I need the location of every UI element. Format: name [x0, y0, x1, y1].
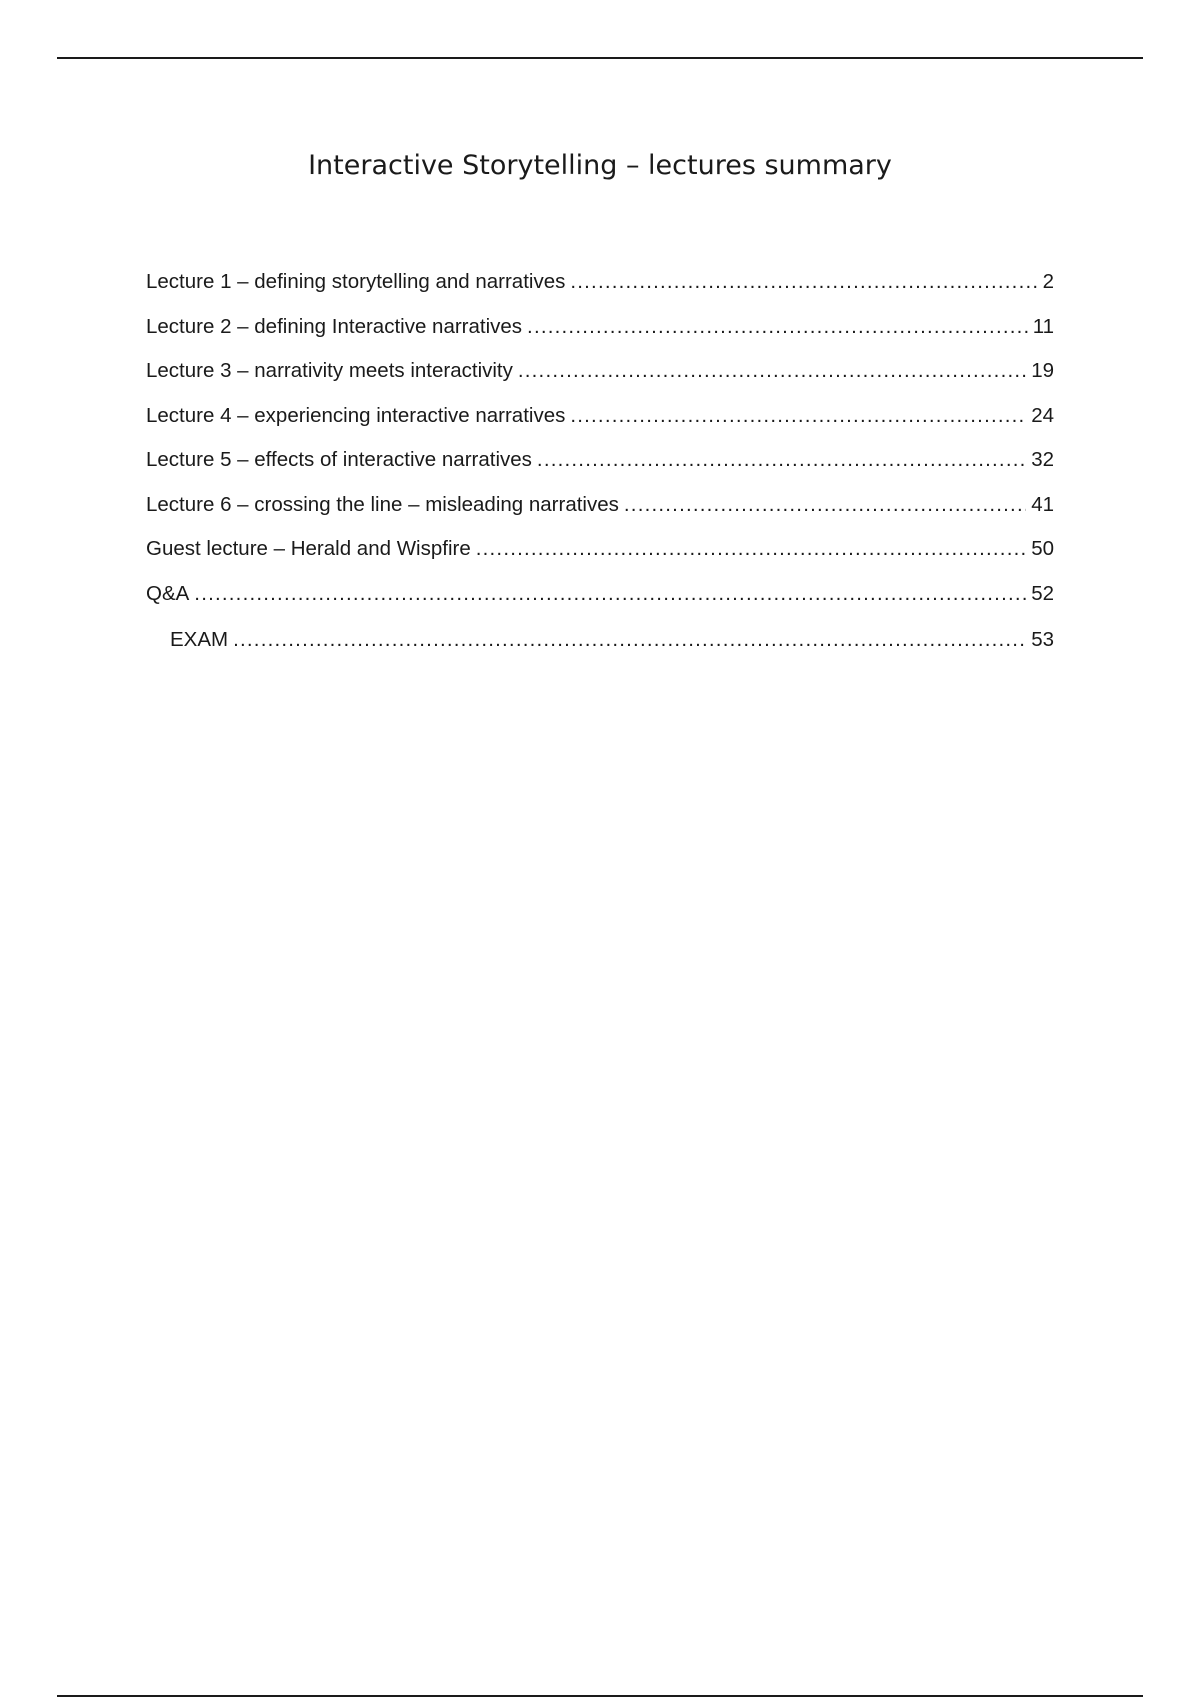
- toc-dot-leader: [233, 626, 1026, 654]
- toc-entry-guest-lecture[interactable]: [146, 535, 1054, 580]
- toc-dot-leader: [570, 268, 1037, 296]
- toc-dot-leader: [476, 535, 1026, 563]
- toc-entry-text: Lecture 6 – crossing the line – misleading narratives: [146, 492, 619, 516]
- toc-page-number: 19: [1031, 359, 1054, 382]
- toc-page-number: 11: [1032, 314, 1054, 338]
- toc-page-number: 52: [1031, 581, 1054, 605]
- toc-entry-text: Lecture 4 – experiencing interactive narratives: [146, 403, 566, 427]
- document-title: Interactive Storytelling – lectures summary: [308, 150, 892, 181]
- toc-entry-lecture-6[interactable]: [146, 491, 1054, 536]
- toc-entry-text: Q&A: [146, 581, 190, 605]
- toc-entry-text: Lecture 5 – effects of interactive narratives: [146, 448, 532, 471]
- toc-entry-text: EXAM: [170, 628, 229, 651]
- toc-entry-lecture-4[interactable]: [146, 402, 1054, 447]
- toc-entry-lecture-1[interactable]: [146, 268, 1054, 313]
- toc-page-number: 32: [1031, 448, 1054, 471]
- toc-entry-lecture-2[interactable]: [146, 313, 1054, 358]
- toc-page-number: 50: [1031, 537, 1054, 560]
- toc-page-number: 2: [1042, 270, 1054, 293]
- header-rule: [57, 57, 1143, 59]
- toc-page-number: 53: [1031, 628, 1054, 651]
- toc-entry-text: Lecture 3 – narrativity meets interactivity: [146, 359, 513, 382]
- table-of-contents: [146, 268, 1054, 671]
- toc-entry-text: Lecture 1 – defining storytelling and narratives: [146, 270, 566, 293]
- footer-rule: [57, 1695, 1143, 1697]
- toc-page-number: 24: [1031, 403, 1054, 427]
- toc-dot-leader: [194, 580, 1026, 608]
- toc-dot-leader: [537, 446, 1026, 474]
- toc-entry-text: Guest lecture – Herald and Wispfire: [146, 537, 471, 560]
- toc-dot-leader: [624, 491, 1026, 519]
- toc-entry-text: Lecture 2 – defining Interactive narratives: [146, 314, 523, 338]
- toc-entry-qa[interactable]: [146, 580, 1054, 625]
- toc-entry-lecture-3[interactable]: [146, 357, 1054, 402]
- toc-entry-exam[interactable]: [146, 626, 1054, 671]
- toc-dot-leader: [527, 313, 1028, 341]
- toc-dot-leader: [570, 402, 1026, 430]
- toc-entry-lecture-5[interactable]: [146, 446, 1054, 491]
- toc-dot-leader: [518, 357, 1026, 385]
- toc-page-number: 41: [1031, 492, 1054, 516]
